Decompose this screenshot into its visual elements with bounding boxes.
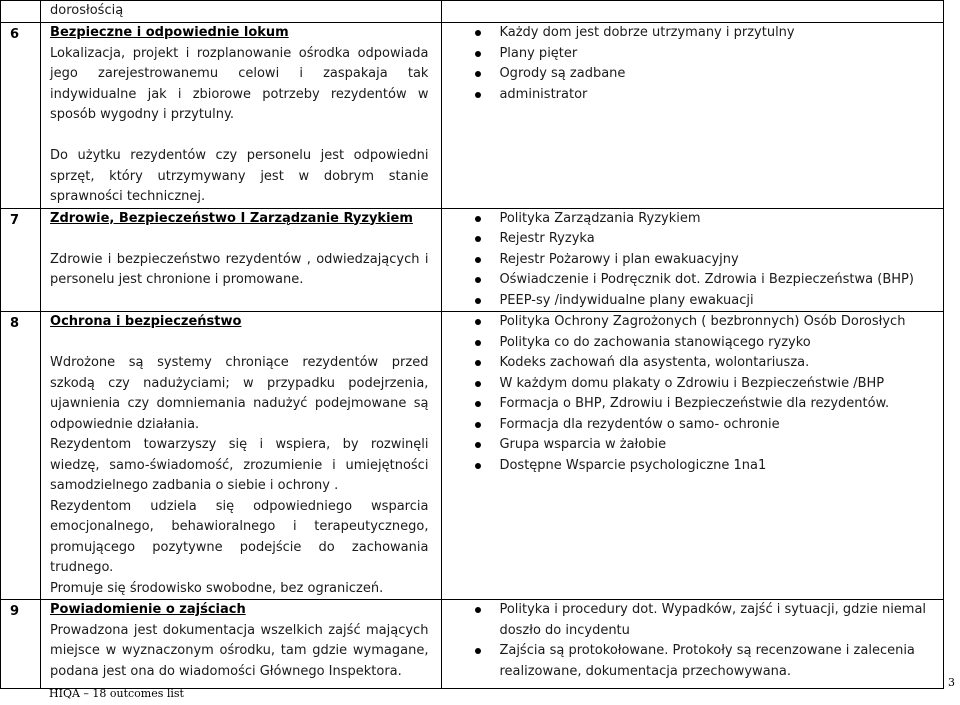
- table-row: [1, 208, 944, 312]
- standard-cell: [41, 312, 442, 600]
- row-number-cell: [1, 1, 41, 23]
- list-item: Rejestr Ryzyka: [472, 229, 943, 250]
- bullet-icon: [475, 648, 481, 654]
- bullet-icon: [475, 277, 481, 283]
- standard-text: dorosłością: [50, 3, 124, 18]
- list-item: Formacja o BHP, Zdrowiu i Bezpieczeństwie dla rezydentów.: [472, 394, 943, 415]
- list-item: Oświadczenie i Podręcznik dot. Zdrowia i Bezpieczeństwa (BHP): [472, 270, 943, 291]
- standard-description: Zdrowie i bezpieczeństwo rezydentów , odwiedzających i personelu jest chronione i promowane.: [50, 251, 429, 287]
- bullet-icon: [475, 442, 481, 448]
- standard-description: Rezydentom towarzyszy się i wspiera, by rozwinęli wiedzę, samo-świadomość, zrozumienie i umiejętności samodzielnego zadbania o siebie i ochrony .: [50, 437, 429, 493]
- list-item: Formacja dla rezydentów o samo- ochronie: [472, 415, 943, 436]
- bullet-icon: [475, 422, 481, 428]
- standard-title: Bezpieczne i odpowiednie lokum: [50, 25, 289, 40]
- list-item: administrator: [472, 85, 943, 106]
- evidence-cell: [442, 23, 944, 209]
- row-number-cell: [1, 312, 41, 600]
- table-row: [1, 600, 944, 689]
- list-item: Każdy dom jest dobrze utrzymany i przytulny: [472, 23, 943, 44]
- standard-description: Prowadzona jest dokumentacja wszelkich zajść mających miejsce w wyznaczonym ośrodku, tam gdzie wymagane, podana jest ona do wiadomości Głównego Inspektora.: [50, 622, 429, 679]
- bullet-icon: [475, 381, 481, 387]
- list-item: Kodeks zachowań dla asystenta, wolontariusza.: [472, 353, 943, 374]
- bullet-icon: [475, 340, 481, 346]
- row-number: 7: [10, 212, 20, 228]
- list-item: Dostępne Wsparcie psychologiczne 1na1: [472, 456, 943, 477]
- bullet-icon: [475, 71, 481, 77]
- list-item: PEEP-sy /indywidualne plany ewakuacji: [472, 291, 943, 312]
- list-item: Polityka Zarządzania Ryzykiem: [472, 209, 943, 230]
- page-number: 3: [948, 676, 955, 689]
- list-item: Rejestr Pożarowy i plan ewakuacyjny: [472, 250, 943, 271]
- bullet-icon: [475, 607, 481, 613]
- standard-title: Ochrona i bezpieczeństwo: [50, 314, 242, 329]
- list-item: W każdym domu plakaty o Zdrowiu i Bezpieczeństwie /BHP: [472, 374, 943, 395]
- bullet-icon: [475, 319, 481, 325]
- list-item: Polityka co do zachowania stanowiącego ryzyko: [472, 333, 943, 354]
- evidence-list: [442, 209, 943, 312]
- standard-cell: [41, 23, 442, 209]
- standard-description: Lokalizacja, projekt i rozplanowanie ośrodka odpowiada jego zarejestrowanemu celowi i zaspakaja tak indywidualne jak i zbiorowe potrzeby rezydentów w sposób wygodny i przytulny.: [50, 45, 429, 122]
- evidence-cell: [442, 312, 944, 600]
- list-item: Polityka i procedury dot. Wypadków, zajść i sytuacji, gdzie niemal doszło do incydentu: [472, 600, 943, 641]
- standard-title: Zdrowie, Bezpieczeństwo I Zarządzanie Ryzykiem: [50, 210, 413, 226]
- standard-description: Promuje się środowisko swobodne, bez ograniczeń.: [50, 580, 384, 596]
- standard-cell: [41, 208, 442, 312]
- bullet-icon: [475, 30, 481, 36]
- bullet-icon: [475, 463, 481, 469]
- evidence-cell: [442, 1, 944, 23]
- bullet-icon: [475, 236, 481, 242]
- list-item: Zajścia są protokołowane. Protokoły są recenzowane i zalecenia realizowane, dokumentacja przechowywana.: [472, 641, 943, 682]
- row-number-cell: [1, 600, 41, 689]
- bullet-icon: [475, 92, 481, 98]
- bullet-icon: [475, 51, 481, 57]
- bullet-icon: [475, 257, 481, 263]
- evidence-list: [442, 312, 943, 476]
- bullet-icon: [475, 216, 481, 222]
- row-number: 8: [10, 316, 20, 331]
- evidence-list: [442, 23, 943, 105]
- standard-cell: [41, 600, 442, 689]
- standard-description: Do użytku rezydentów czy personelu jest odpowiedni sprzęt, który utrzymywany jest w dobrym stanie sprawności technicznej.: [50, 148, 429, 204]
- row-number: 9: [10, 604, 20, 619]
- footer-label: HIQA – 18 outcomes list: [49, 687, 184, 700]
- list-item: Grupa wsparcia w żałobie: [472, 435, 943, 456]
- standard-description: Wdrożone są systemy chroniące rezydentów przed szkodą czy nadużyciami; w przypadku podejrzenia, ujawnienia czy domniemania nadużyć podejmowane są odpowiednie działania.: [50, 355, 429, 432]
- bullet-icon: [475, 298, 481, 304]
- row-number-cell: [1, 208, 41, 312]
- list-item: Ogrody są zadbane: [472, 64, 943, 85]
- standard-title: Powiadomienie o zajściach: [50, 602, 246, 617]
- row-number: 6: [10, 27, 20, 42]
- bullet-icon: [475, 360, 481, 366]
- bullet-icon: [475, 401, 481, 407]
- evidence-list: [442, 600, 943, 682]
- evidence-cell: [442, 208, 944, 312]
- list-item: Plany pięter: [472, 44, 943, 65]
- list-item: Polityka Ochrony Zagrożonych ( bezbronnych) Osób Dorosłych: [472, 312, 943, 333]
- evidence-cell: [442, 600, 944, 689]
- table-row: [1, 312, 944, 600]
- table-row: [1, 23, 944, 209]
- row-number-cell: [1, 23, 41, 209]
- table-row: [1, 1, 944, 23]
- standard-description: Rezydentom udziela się odpowiedniego wsparcia emocjonalnego, behawioralnego i terapeutycznego, promującego pozytywne podejście do zachowania trudnego.: [50, 498, 429, 575]
- standard-cell: [41, 1, 442, 23]
